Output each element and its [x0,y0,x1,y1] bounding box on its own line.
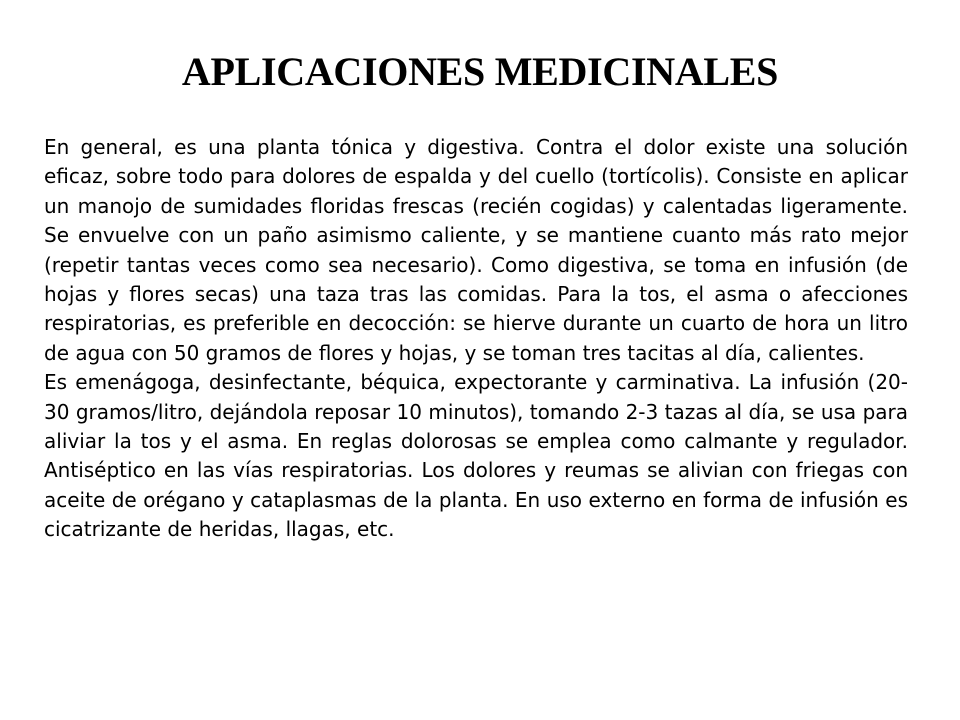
paragraph-1: En general, es una planta tónica y digestiva. Contra el dolor existe una solución eficaz, sobre todo para dolores de espalda y del cuello (tortícolis). Consiste en aplicar un manojo de sumidades floridas frescas (recién cogidas) y calentadas ligeramente. Se envuelve con un paño asimismo caliente, y se mantiene cuanto más rato mejor (repetir tantas veces como sea necesario). Como digestiva, se toma en infusión (de hojas y flores secas) una taza tras las comidas. Para la tos, el asma o afecciones respiratorias, es preferible en decocción: se hierve durante un cuarto de hora un litro de agua con 50 gramos de flores y hojas, y se toman tres tacitas al día, calientes. [44,135,908,365]
paragraph-2: Es emenágoga, desinfectante, béquica, expectorante y carminativa. La infusión (20-30 gramos/litro, dejándola reposar 10 minutos), tomando 2-3 tazas al día, se usa para aliviar la tos y el asma. En reglas dolorosas se emplea como calmante y regulador. Antiséptico en las vías respiratorias. Los dolores y reumas se alivian con friegas con aceite de orégano y cataplasmas de la planta. En uso externo en forma de infusión es cicatrizante de heridas, llagas, etc. [44,370,908,542]
slide-title: APLICACIONES MEDICINALES [181,49,779,94]
slide-body [44,133,908,545]
